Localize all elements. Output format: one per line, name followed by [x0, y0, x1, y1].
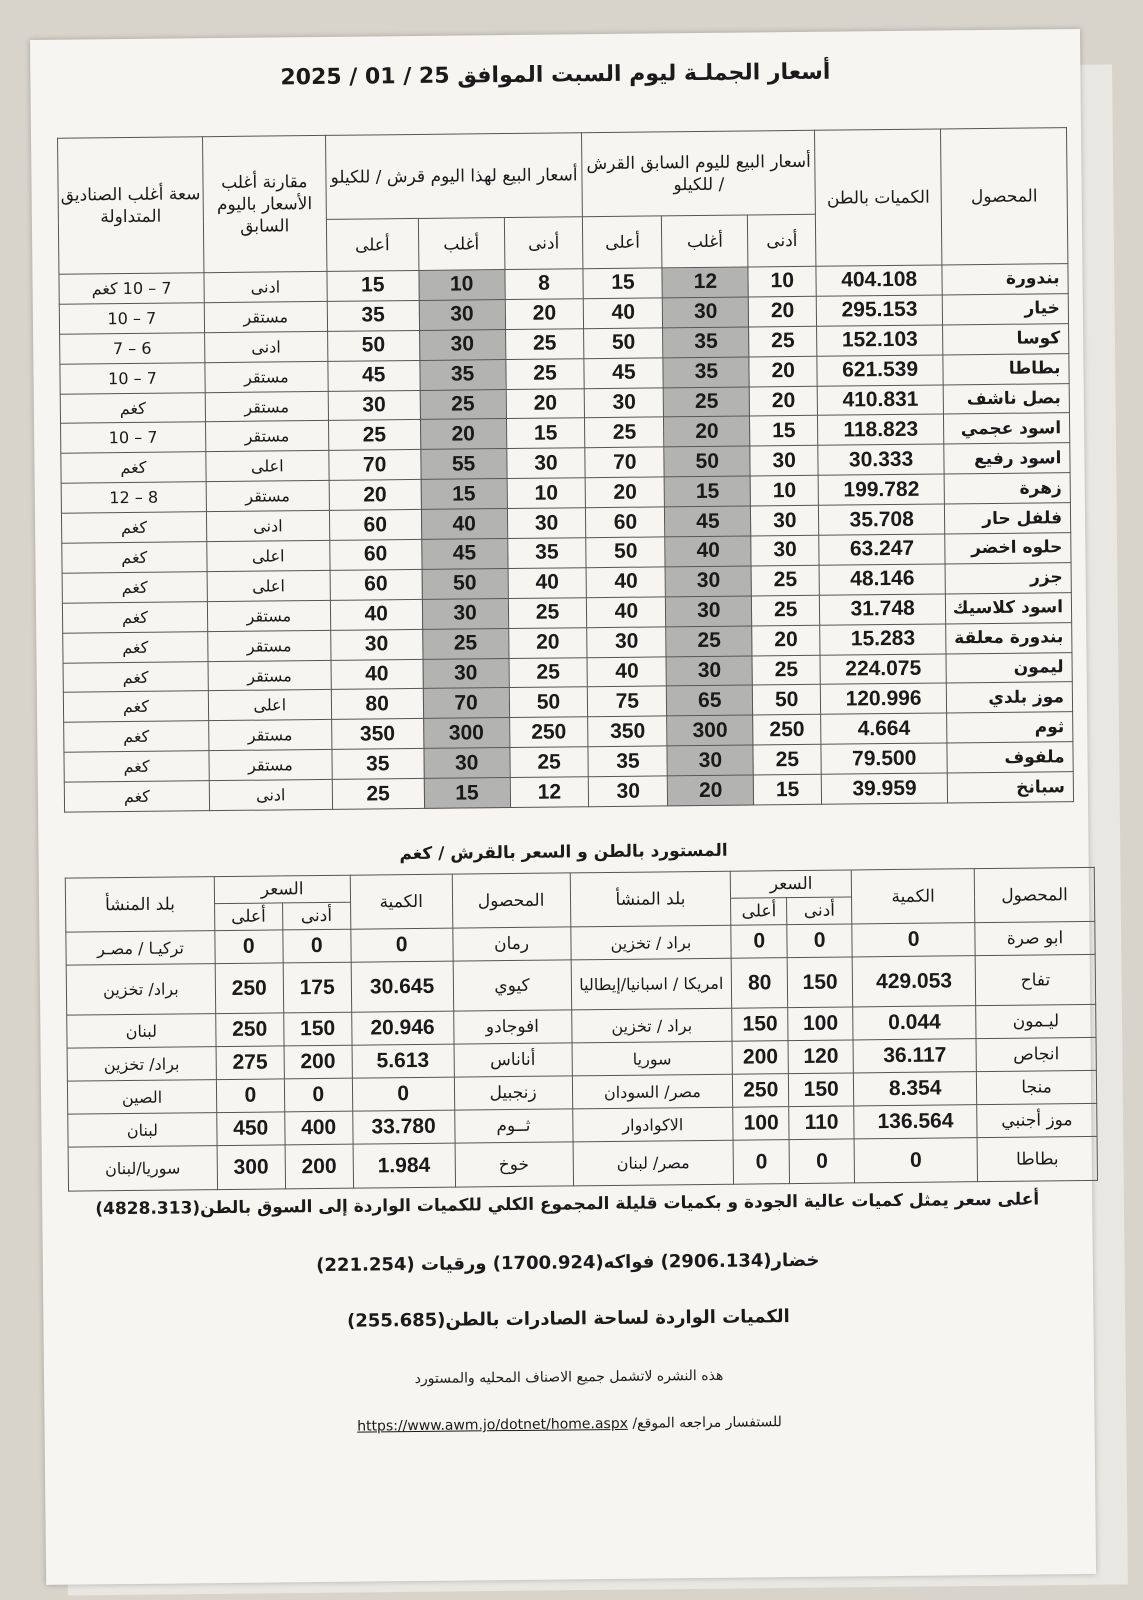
cell-r-low: 120 [788, 1040, 853, 1074]
cell-p-mode: 30 [666, 656, 752, 687]
cell-r-low: 150 [789, 1073, 854, 1107]
cell-t-high: 70 [329, 450, 421, 481]
cell-r-origin: امريكا / اسبانيا/إيطاليا [571, 958, 732, 1010]
header-previous-day-prices: أسعار البيع لليوم السابق القرش / للكيلو [582, 130, 816, 216]
cell-r-high: 100 [733, 1107, 789, 1141]
inquiry-note [44, 1411, 1094, 1438]
cell-p-mode: 30 [666, 596, 752, 627]
cell-product: كوسا [943, 323, 1069, 354]
cell-p-low: 15 [754, 774, 822, 805]
imp-header-low-right: أدنى [787, 897, 852, 925]
imp-header-qty-left: الكمية [350, 874, 452, 929]
cell-p-low: 50 [753, 685, 821, 716]
cell-t-mode: 30 [424, 748, 510, 779]
cell-t-high: 35 [327, 300, 419, 331]
cell-l-high: 450 [217, 1112, 285, 1146]
cell-box: كغم [63, 661, 208, 692]
cell-l-prod: ثــوم [454, 1109, 572, 1143]
cell-t-high: 45 [328, 360, 420, 391]
cell-r-origin: الاكوادوار [572, 1107, 733, 1142]
cell-p-low: 25 [753, 745, 821, 776]
cell-p-low: 25 [749, 326, 817, 357]
cell-cmp: ادنى [204, 331, 327, 362]
cell-p-high: 50 [586, 537, 665, 568]
cell-t-low: 250 [509, 717, 588, 748]
cell-qty: 404.108 [816, 265, 942, 296]
cell-product: فلفل حار [945, 503, 1071, 534]
cell-p-high: 40 [587, 567, 666, 598]
local-prices-body [59, 264, 1074, 813]
imp-header-low-left: أدنى [282, 902, 350, 930]
cell-box: كغم [62, 601, 207, 632]
cell-t-mode: 35 [420, 359, 506, 390]
cell-p-mode: 35 [663, 327, 749, 358]
cell-p-low: 20 [749, 386, 817, 417]
cell-p-high: 75 [588, 686, 667, 717]
cell-qty: 4.664 [821, 713, 947, 744]
cell-cmp: ادنى [206, 511, 329, 542]
price-bulletin-sheet [30, 29, 1096, 1585]
cell-box: 8 – 12 [61, 482, 206, 513]
cell-l-low: 0 [283, 929, 351, 963]
cell-t-mode: 25 [420, 389, 506, 420]
cell-l-origin: سوريا/لبنان [68, 1146, 217, 1192]
cell-r-high: 80 [731, 958, 787, 1009]
cell-t-low: 40 [508, 568, 587, 599]
cell-p-low: 20 [749, 356, 817, 387]
cell-qty: 224.075 [820, 654, 946, 685]
cell-product: حلوه اخضر [945, 533, 1071, 564]
cell-l-qty: 0 [352, 1077, 454, 1111]
cell-product: زهرة [944, 473, 1070, 504]
cell-l-origin: تركيـا / مصـر [66, 931, 215, 966]
cell-t-low: 25 [505, 358, 584, 389]
cell-qty: 15.283 [820, 624, 946, 655]
cell-product: ثوم [947, 712, 1073, 743]
cell-product: سبانخ [947, 772, 1073, 803]
cell-t-high: 60 [329, 510, 421, 541]
cell-p-mode: 35 [663, 357, 749, 388]
cell-cmp: ادنى [204, 271, 327, 302]
cell-qty: 621.539 [817, 355, 943, 386]
header-comparison: مقارنة أغلب الأسعار باليوم السابق [202, 135, 326, 272]
cell-t-low: 15 [506, 418, 585, 449]
cell-r-prod: منجا [976, 1070, 1096, 1104]
cell-p-mode: 25 [666, 626, 752, 657]
cell-t-low: 10 [507, 478, 586, 509]
cell-product: بندورة معلقة [946, 622, 1072, 653]
imported-prices-body [66, 921, 1098, 1191]
cell-r-origin: براد / تخزين [571, 1008, 732, 1043]
cell-cmp: ادنى [209, 780, 332, 811]
cell-box: كغم [64, 781, 209, 812]
cell-t-mode: 10 [419, 270, 505, 301]
cell-p-low: 20 [752, 625, 820, 656]
cell-r-qty: 429.053 [852, 956, 975, 1007]
cell-p-mode: 300 [667, 715, 753, 746]
cell-p-high: 40 [587, 656, 666, 687]
imp-header-high-right: أعلى [731, 898, 787, 926]
cell-l-prod: افوجادو [453, 1010, 571, 1044]
cell-p-high: 70 [585, 447, 664, 478]
header-quantity: الكميات بالطن [815, 129, 942, 266]
cell-t-mode: 30 [423, 658, 509, 689]
cell-r-low: 0 [787, 924, 852, 958]
cell-l-high: 0 [215, 930, 283, 964]
cell-p-mode: 12 [662, 267, 748, 298]
cell-r-low: 0 [789, 1139, 854, 1184]
cell-cmp: اعلى [206, 451, 329, 482]
cell-t-mode: 15 [421, 479, 507, 510]
cell-l-low: 150 [283, 1012, 351, 1046]
cell-p-high: 30 [589, 776, 668, 807]
cell-t-low: 8 [504, 269, 583, 300]
cell-l-high: 275 [216, 1046, 284, 1080]
imp-header-origin-right: بلد المنشأ [570, 871, 731, 927]
cell-l-prod: أناناس [454, 1043, 572, 1077]
cell-t-high: 40 [331, 659, 423, 690]
cell-product: اسود رفيع [944, 443, 1070, 474]
cell-product: بندورة [942, 264, 1068, 295]
cell-box: 7 – 10 كغم [59, 273, 204, 304]
header-today-mode: أغلب [418, 218, 504, 271]
cell-qty: 30.333 [818, 444, 944, 475]
cell-p-high: 350 [588, 716, 667, 747]
cell-r-prod: ليـمون [976, 1004, 1096, 1038]
cell-box: كغم [60, 392, 205, 423]
cell-cmp: مستقر [206, 481, 329, 512]
cell-t-mode: 50 [422, 568, 508, 599]
cell-box: كغم [64, 751, 209, 782]
cell-p-low: 10 [750, 476, 818, 507]
cell-p-low: 20 [748, 296, 816, 327]
cell-p-mode: 20 [664, 416, 750, 447]
local-prices-table [57, 127, 1074, 813]
cell-t-low: 20 [508, 627, 587, 658]
export-quantity-note: الكميات الواردة لساحة الصادرات بالطن(255.685) [346, 1306, 790, 1332]
cell-cmp: مستقر [209, 750, 332, 781]
cell-product: بصل ناشف [943, 383, 1069, 414]
cell-t-low: 50 [509, 687, 588, 718]
header-today-high: أعلى [326, 218, 418, 271]
cell-l-origin: الصين [67, 1080, 216, 1115]
cell-box: كغم [61, 452, 206, 483]
cell-p-low: 10 [748, 266, 816, 297]
cell-box: كغم [62, 572, 207, 603]
cell-product: اسود عجمي [944, 413, 1070, 444]
cell-product: بطاطا [943, 353, 1069, 384]
cell-t-mode: 20 [420, 419, 506, 450]
cell-p-mode: 45 [665, 506, 751, 537]
cell-cmp: اعلى [208, 690, 331, 721]
cell-t-low: 30 [507, 508, 586, 539]
cell-cmp: مستقر [205, 391, 328, 422]
cell-qty: 48.146 [819, 564, 945, 595]
header-today-low: أدنى [504, 217, 583, 270]
cell-l-origin: براد/ تخزين [67, 1047, 216, 1082]
cell-l-low: 0 [284, 1078, 352, 1112]
cell-p-high: 40 [587, 597, 666, 628]
cell-p-low: 25 [752, 595, 820, 626]
cell-l-qty: 30.645 [351, 961, 453, 1012]
cell-t-low: 12 [510, 777, 589, 808]
cell-cmp: مستقر [209, 720, 332, 751]
cell-box: 7 – 10 [59, 303, 204, 334]
cell-l-qty: 0 [351, 928, 453, 962]
cell-p-mode: 15 [664, 476, 750, 507]
cell-p-mode: 50 [664, 446, 750, 477]
cell-t-high: 30 [330, 629, 422, 660]
cell-p-high: 50 [584, 328, 663, 359]
cell-p-high: 60 [586, 507, 665, 538]
cell-r-origin: مصر/ لبنان [573, 1140, 734, 1186]
cell-box: كغم [63, 691, 208, 722]
imp-header-qty-right: الكمية [851, 869, 974, 924]
cell-l-qty: 20.946 [351, 1011, 453, 1045]
cell-r-prod: بطاطا [977, 1136, 1097, 1181]
cell-t-high: 25 [328, 420, 420, 451]
cell-r-qty: 36.117 [853, 1039, 976, 1073]
cell-r-origin: مصر/ السودان [572, 1074, 733, 1109]
total-quantity-note: أعلى سعر يمثل كميات عالية الجودة و بكميات قليلة المجموع الكلي للكميات الواردة إلى السوق بالطن(4828.313) [95, 1189, 1040, 1220]
cell-p-low: 30 [751, 505, 819, 536]
cell-cmp: مستقر [205, 421, 328, 452]
cell-l-low: 200 [285, 1144, 353, 1189]
cell-t-mode: 30 [419, 329, 505, 360]
cell-r-origin: سوريا [572, 1041, 733, 1076]
cell-product: جزر [945, 563, 1071, 594]
header-box-size: سعة أغلب الصناديق المتداولة [58, 137, 204, 275]
cell-p-low: 25 [752, 655, 820, 686]
cell-qty: 35.708 [819, 504, 945, 535]
imp-header-origin-left: بلد المنشأ [65, 877, 214, 933]
website-link[interactable]: https://www.awm.jo/dotnet/home.aspx [357, 1415, 629, 1435]
cell-t-low: 20 [505, 299, 584, 330]
cell-r-high: 200 [732, 1041, 788, 1075]
cell-cmp: مستقر [208, 660, 331, 691]
cell-product: ملفوف [947, 742, 1073, 773]
cell-r-low: 100 [788, 1007, 853, 1041]
cell-t-mode: 55 [420, 449, 506, 480]
cell-p-mode: 20 [668, 775, 754, 806]
cell-r-qty: 136.564 [854, 1105, 977, 1139]
cell-l-origin: لبنان [68, 1113, 217, 1148]
cell-t-mode: 30 [419, 299, 505, 330]
cell-cmp: مستقر [207, 600, 330, 631]
imported-prices-table [65, 867, 1098, 1192]
cell-t-high: 15 [327, 270, 419, 301]
cell-t-low: 30 [506, 448, 585, 479]
cell-qty: 152.103 [817, 325, 943, 356]
cell-t-high: 25 [332, 779, 424, 810]
cell-p-high: 30 [585, 387, 664, 418]
cell-l-qty: 5.613 [352, 1044, 454, 1078]
cell-box: كغم [61, 512, 206, 543]
cell-p-high: 45 [584, 358, 663, 389]
cell-p-low: 15 [750, 416, 818, 447]
cell-l-prod: رمان [452, 927, 570, 961]
cell-t-high: 50 [327, 330, 419, 361]
cell-t-low: 35 [507, 538, 586, 569]
cell-r-qty: 0 [852, 923, 975, 957]
cell-r-prod: موز أجنبي [977, 1103, 1097, 1137]
cell-l-low: 175 [283, 962, 351, 1013]
cell-t-low: 20 [506, 388, 585, 419]
cell-box: 6 – 7 [60, 332, 205, 363]
cell-t-mode: 15 [424, 778, 510, 809]
coverage-disclaimer: هذه النشره لاتشمل جميع الاصناف المحليه والمستورد [414, 1367, 724, 1388]
cell-r-prod: ابو صرة [975, 921, 1095, 955]
cell-l-origin: لبنان [67, 1014, 216, 1049]
header-prev-high: أعلى [583, 216, 662, 269]
cell-t-mode: 70 [423, 688, 509, 719]
cell-cmp: مستقر [204, 301, 327, 332]
cell-p-high: 15 [583, 268, 662, 299]
cell-r-origin: براد / تخزين [570, 925, 731, 960]
cell-p-low: 30 [750, 446, 818, 477]
cell-box: 7 – 10 [61, 422, 206, 453]
cell-r-qty: 8.354 [854, 1072, 977, 1106]
cell-l-prod: زنجبيل [454, 1076, 572, 1110]
cell-box: كغم [64, 721, 209, 752]
cell-t-high: 60 [330, 539, 422, 570]
imp-header-product-right: المحصول [974, 867, 1094, 922]
cell-r-low: 110 [789, 1106, 854, 1140]
cell-product: خيار [942, 294, 1068, 325]
cell-r-prod: انجاص [976, 1037, 1096, 1071]
imp-header-high-left: أعلى [214, 903, 282, 931]
cell-p-high: 20 [586, 477, 665, 508]
cell-t-mode: 25 [422, 628, 508, 659]
imp-header-product-left: المحصول [452, 873, 570, 928]
cell-p-high: 35 [588, 746, 667, 777]
cell-t-mode: 30 [422, 598, 508, 629]
cell-r-high: 0 [731, 925, 787, 959]
cell-product: موز بلدي [946, 682, 1072, 713]
cell-product: اسود كلاسيك [945, 592, 1071, 623]
inquiry-label: للستفسار مراجعه الموقع/ [632, 1414, 782, 1432]
cell-r-high: 0 [733, 1140, 789, 1185]
cell-l-prod: خوخ [455, 1142, 573, 1187]
cell-t-mode: 45 [421, 539, 507, 570]
cell-l-low: 200 [284, 1045, 352, 1079]
cell-p-high: 25 [585, 417, 664, 448]
imp-header-price-left: السعر [214, 875, 350, 903]
cell-r-high: 250 [733, 1074, 789, 1108]
cell-r-prod: تفاح [975, 954, 1095, 1005]
cell-qty: 199.782 [818, 474, 944, 505]
cell-t-low: 25 [505, 328, 584, 359]
cell-l-high: 250 [215, 963, 283, 1014]
cell-cmp: اعلى [207, 570, 330, 601]
cell-qty: 295.153 [816, 295, 942, 326]
cell-t-high: 30 [328, 390, 420, 421]
cell-t-high: 20 [329, 480, 421, 511]
cell-qty: 118.823 [818, 414, 944, 445]
header-today-prices: أسعار البيع لهذا اليوم قرش / للكيلو [325, 133, 583, 220]
cell-p-low: 30 [751, 535, 819, 566]
cell-t-low: 25 [509, 657, 588, 688]
cell-p-mode: 40 [665, 536, 751, 567]
cell-t-high: 35 [332, 749, 424, 780]
imported-units-note: المستورد بالطن و السعر بالقرش / كغم [399, 840, 728, 865]
cell-cmp: مستقر [205, 361, 328, 392]
cell-product: ليمون [946, 652, 1072, 683]
cell-r-low: 150 [787, 957, 852, 1008]
cell-box: كغم [62, 542, 207, 573]
cell-t-high: 40 [330, 599, 422, 630]
cell-t-high: 80 [331, 689, 423, 720]
cell-l-high: 300 [217, 1145, 285, 1190]
cell-p-mode: 30 [665, 566, 751, 597]
cell-cmp: اعلى [207, 540, 330, 571]
cell-l-low: 400 [285, 1111, 353, 1145]
cell-r-high: 150 [732, 1008, 788, 1042]
header-product: المحصول [941, 128, 1068, 265]
cell-l-origin: براد/ تخزين [66, 964, 215, 1016]
cell-t-mode: 300 [423, 718, 509, 749]
cell-p-mode: 30 [667, 745, 753, 776]
cell-qty: 120.996 [820, 683, 946, 714]
cell-l-qty: 33.780 [352, 1110, 454, 1144]
cell-t-high: 350 [331, 719, 423, 750]
cell-r-qty: 0 [854, 1138, 977, 1183]
cell-p-low: 25 [751, 565, 819, 596]
category-totals-note: خضار(2906.134) فواكه(1700.924) ورقيات (221.254) [316, 1249, 820, 1277]
cell-p-mode: 65 [667, 685, 753, 716]
header-prev-low: أدنى [748, 214, 816, 267]
imp-header-price-right: السعر [731, 870, 852, 898]
cell-qty: 39.959 [821, 773, 947, 804]
cell-p-low: 250 [753, 715, 821, 746]
cell-l-high: 0 [216, 1079, 284, 1113]
page-title: أسعار الجملـة ليوم السبت الموافق 25 / 01 / 2025 [280, 59, 831, 91]
cell-qty: 79.500 [821, 743, 947, 774]
header-prev-mode: أغلب [662, 215, 748, 268]
cell-p-mode: 25 [664, 387, 750, 418]
cell-p-high: 40 [584, 298, 663, 329]
cell-t-mode: 40 [421, 509, 507, 540]
cell-p-high: 30 [587, 627, 666, 658]
cell-l-high: 250 [216, 1013, 284, 1047]
cell-t-low: 25 [508, 597, 587, 628]
cell-box: كغم [63, 631, 208, 662]
cell-t-high: 60 [330, 569, 422, 600]
cell-qty: 410.831 [817, 385, 943, 416]
cell-cmp: مستقر [208, 630, 331, 661]
cell-qty: 63.247 [819, 534, 945, 565]
table-row [68, 1136, 1097, 1191]
cell-t-low: 25 [509, 747, 588, 778]
cell-r-qty: 0.044 [853, 1006, 976, 1040]
cell-l-qty: 1.984 [353, 1143, 455, 1188]
cell-qty: 31.748 [820, 594, 946, 625]
cell-l-prod: كيوي [453, 960, 571, 1011]
cell-p-mode: 30 [663, 297, 749, 328]
cell-box: 7 – 10 [60, 362, 205, 393]
